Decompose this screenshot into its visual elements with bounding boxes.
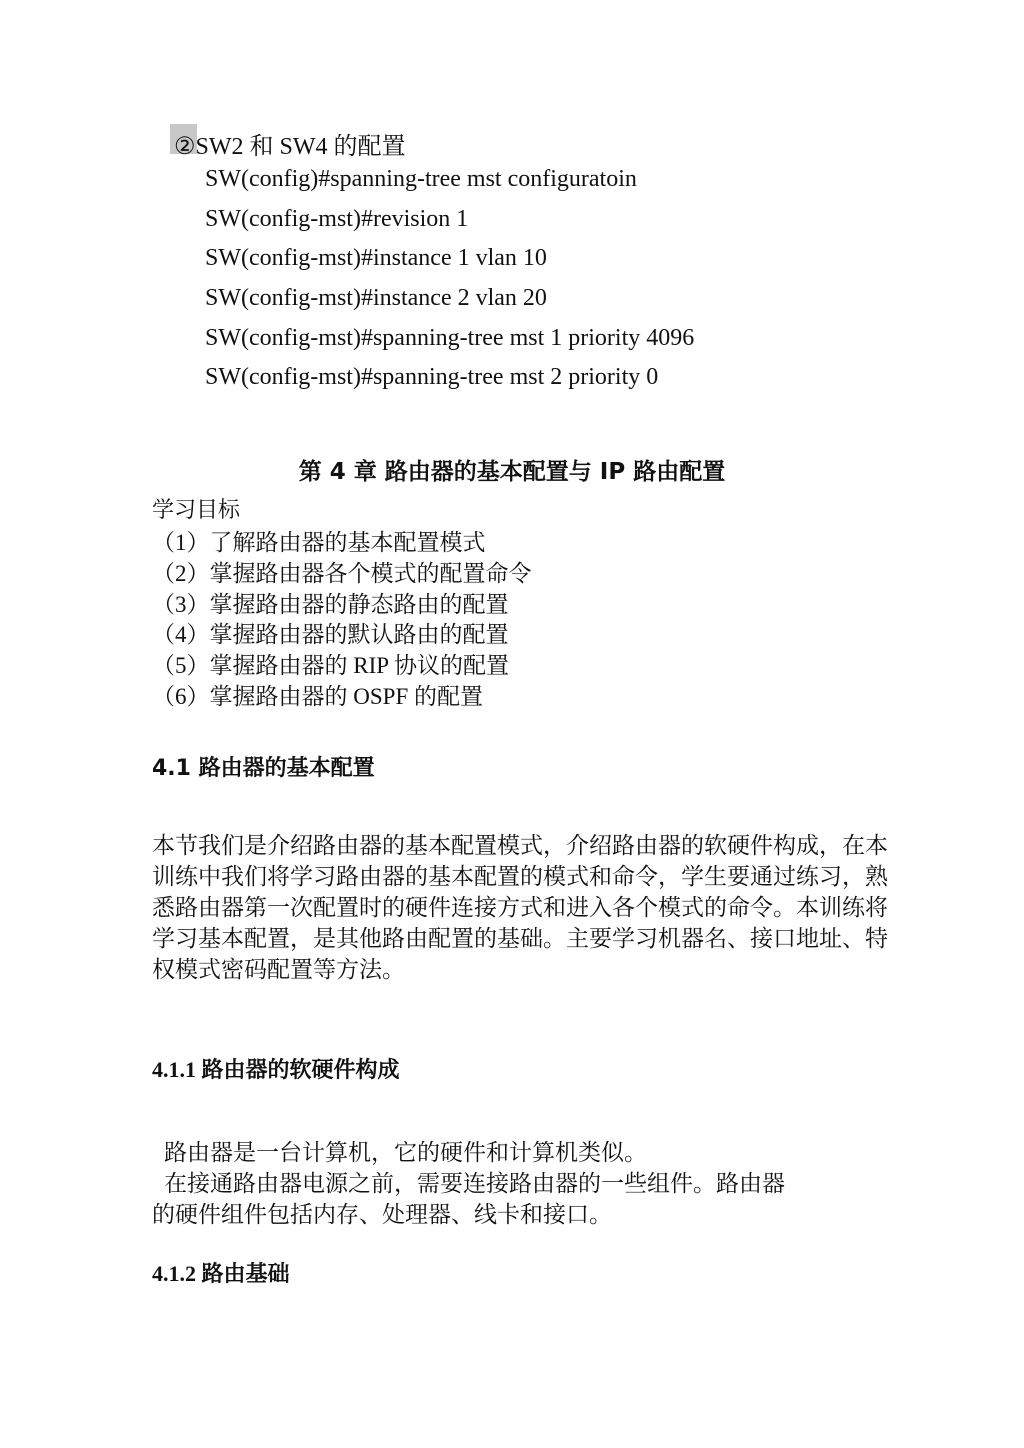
goal-item: （3）掌握路由器的静态路由的配置 — [152, 592, 509, 617]
section-paragraph: 本节我们是介绍路由器的基本配置模式，介绍路由器的软硬件构成，在本训练中我们将学习路由器的基本配置的模式和命令，学生要通过练习，熟悉路由器第一次配置时的硬件连接方式和进入各个模式的命令。本训练将学习基本配置，是其他路由配置的基础。主要学习机器名、接口地址、特权模式密码配置等方法。 — [152, 833, 888, 982]
config-line: SW(config-mst)#revision 1 — [205, 206, 469, 232]
config-line: SW(config)#spanning-tree mst configuratoin — [205, 166, 637, 192]
paragraph-line: 在接通路由器电源之前，需要连接路由器的一些组件。路由器 — [164, 1171, 785, 1196]
goal-item: （6）掌握路由器的 OSPF 的配置 — [152, 684, 483, 709]
goal-item: （5）掌握路由器的 RIP 协议的配置 — [152, 653, 509, 678]
goals-heading: 学习目标 — [152, 498, 241, 523]
chapter-title: 第 4 章 路由器的基本配置与 IP 路由配置 — [298, 459, 726, 485]
goal-item: （2）掌握路由器各个模式的配置命令 — [152, 561, 532, 586]
subsection-heading: 4.1.1 路由器的软硬件构成 — [152, 1057, 400, 1082]
config-block-title: ②SW2 和 SW4 的配置 — [174, 134, 406, 160]
paragraph-line: 的硬件组件包括内存、处理器、线卡和接口。 — [152, 1202, 612, 1227]
paragraph-line: 路由器是一台计算机，它的硬件和计算机类似。 — [164, 1140, 647, 1165]
config-line: SW(config-mst)#spanning-tree mst 2 priority 0 — [205, 364, 659, 390]
subsection-heading: 4.1.2 路由基础 — [152, 1261, 290, 1286]
goal-item: （4）掌握路由器的默认路由的配置 — [152, 622, 509, 647]
config-line: SW(config-mst)#instance 2 vlan 20 — [205, 285, 547, 311]
config-line: SW(config-mst)#spanning-tree mst 1 priority 4096 — [205, 325, 695, 351]
section-heading: 4.1 路由器的基本配置 — [152, 756, 375, 781]
config-line: SW(config-mst)#instance 1 vlan 10 — [205, 245, 547, 271]
goal-item: （1）了解路由器的基本配置模式 — [152, 530, 486, 555]
